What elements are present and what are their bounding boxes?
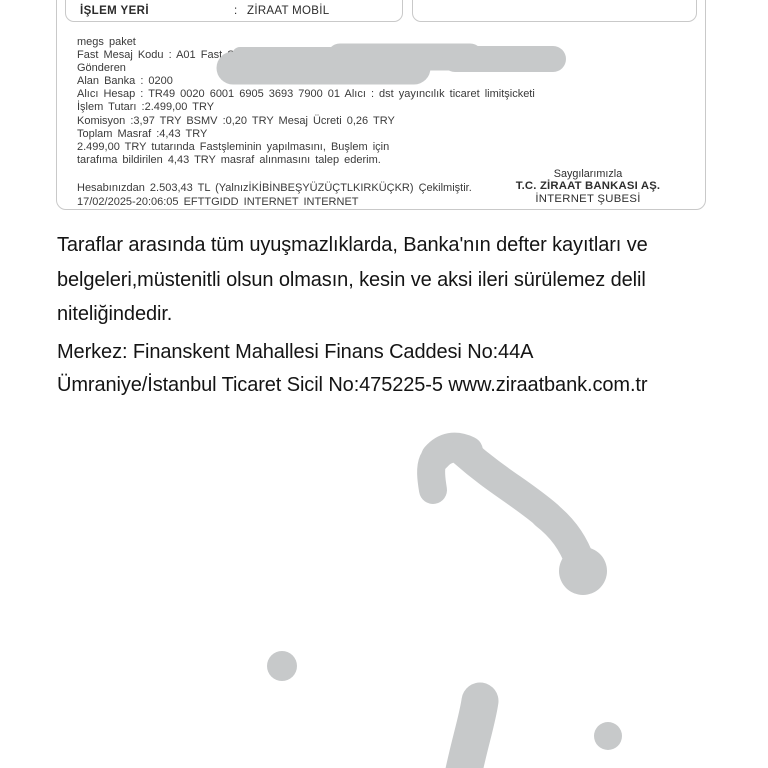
receipt-body bbox=[77, 36, 535, 167]
receipt-line: Fast Mesaj Kodu : A01 Fast Sorgu No : 3798917354 bbox=[77, 49, 350, 62]
receipt-line: İşlem Tutarı :2.499,00 TRY bbox=[77, 101, 215, 114]
address-paragraph bbox=[57, 336, 647, 402]
receipt-line: Gönderen bbox=[77, 62, 126, 75]
transaction-place-value: ZİRAAT MOBİL bbox=[247, 5, 330, 17]
receipt-footer bbox=[77, 182, 472, 209]
receipt-line: Alıcı Hesap : TR49 0020 6001 6905 3693 7900 01 Alıcı : dst yayıncılık ticaret limitşicketi bbox=[77, 88, 535, 101]
empty-header-box bbox=[412, 0, 697, 22]
receipt-line: 2.499,00 TRY tutarında Fastşleminin yapılmasını, Buşlem için bbox=[77, 140, 390, 153]
receipt-line: Toplam Masraf :4,43 TRY bbox=[77, 127, 208, 140]
address-line: Ümraniye/İstanbul Ticaret Sicil No:475225-5 www.ziraatbank.com.tr bbox=[57, 374, 648, 396]
legal-line: niteliğindedir. bbox=[57, 303, 173, 326]
legal-line: Taraflar arasında tüm uyuşmazlıklarda, Banka'nın defter kayıtları ve bbox=[57, 234, 648, 256]
withdrawal-line: Hesabınızdan 2.503,43 TL (YalnızİKİBİNBEŞYÜZÜÇTLKIRKÜÇKR) Çekilmiştir. bbox=[77, 182, 472, 194]
bottom-scribble bbox=[461, 701, 480, 768]
address-line: Merkez: Finanskent Mahallesi Finans Caddesi No:44A bbox=[57, 341, 534, 363]
receipt-line: Komisyon :3,97 TRY BSMV :0,20 TRY Mesaj Ücreti 0,26 TRY bbox=[77, 114, 395, 127]
bank-signature-block bbox=[504, 168, 672, 205]
bank-name: T.C. ZİRAAT BANKASI AŞ. bbox=[515, 180, 661, 193]
transaction-place-label: İŞLEM YERİ bbox=[80, 5, 149, 17]
transaction-place-separator: : bbox=[234, 5, 238, 17]
scribble-dots bbox=[267, 547, 622, 750]
transaction-place-box bbox=[65, 0, 403, 22]
datetime-line: 17/02/2025-20:06:05 EFTTGIDD INTERNET INTERNET bbox=[77, 195, 359, 208]
regards-line: Saygılarımızla bbox=[553, 168, 623, 180]
receipt-line: megs paket bbox=[77, 36, 136, 48]
receipt-container bbox=[56, 0, 706, 210]
legal-paragraph bbox=[57, 228, 648, 332]
signature-scribble bbox=[431, 448, 580, 562]
receipt-line: tarafıma bildirilen 4,43 TRY masraf alınmasını talep ederim. bbox=[77, 153, 381, 166]
legal-line: belgeleri,müstenitli olsun olmasın, kesin ve aksi ileri sürülemez delil bbox=[57, 268, 646, 291]
branch-name: İNTERNET ŞUBESİ bbox=[535, 192, 641, 205]
receipt-line: Alan Banka : 0200 bbox=[77, 75, 173, 88]
